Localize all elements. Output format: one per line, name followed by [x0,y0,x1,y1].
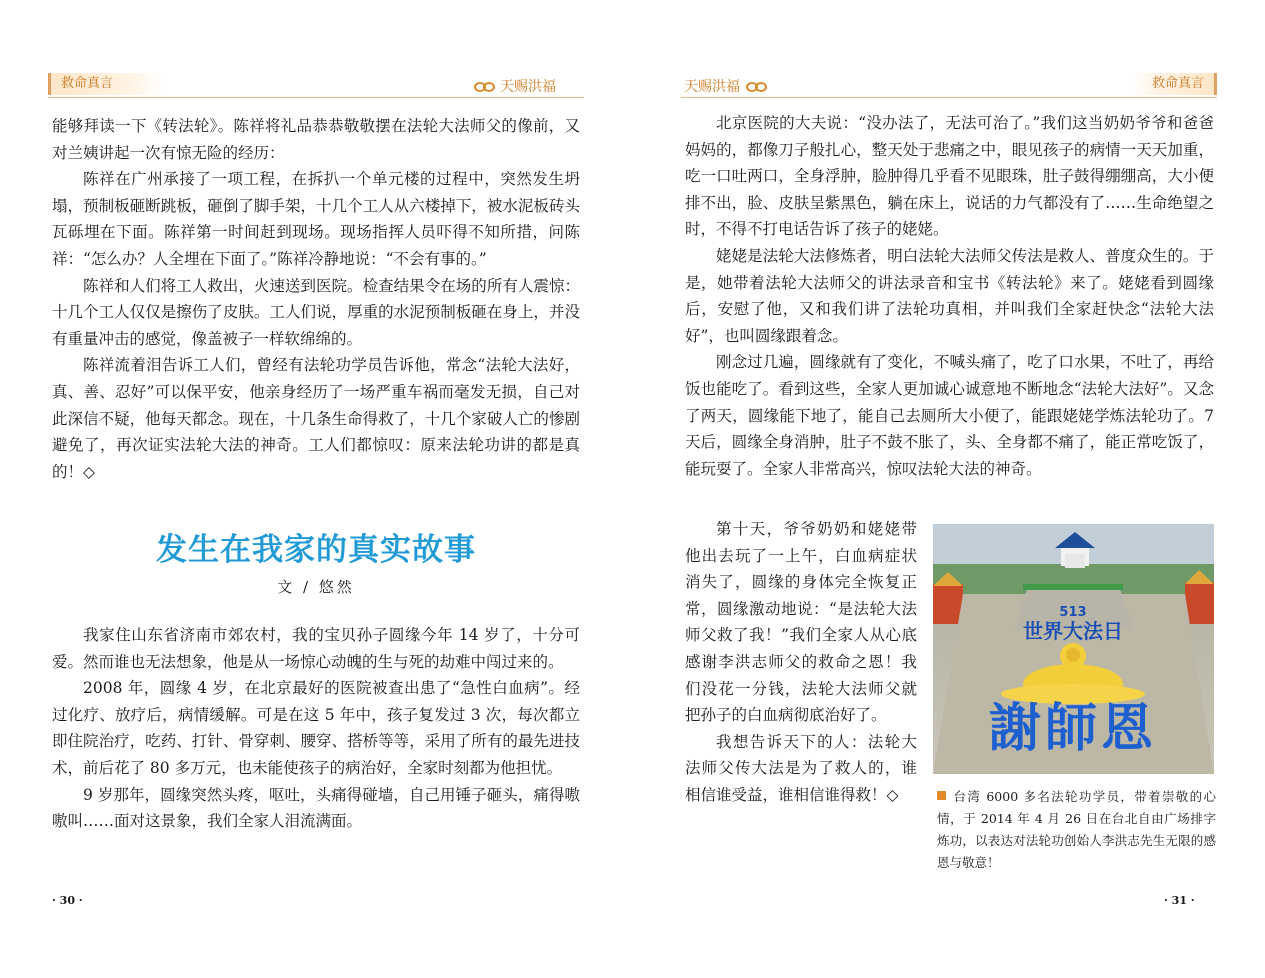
photo-caption [937,786,1216,874]
right-header-label: 救命真言 [1132,73,1217,95]
page-number-31: · 31 · [1164,894,1195,907]
cloud-ornament-icon [745,81,767,91]
paragraph: 北京医院的大夫说：“没办法了，无法可治了。”我们这当奶奶爷爷和爸爸妈妈的，都像刀子般扎心，整天处于悲痛之中，眼见孩子的病情一天天加重，吃一口吐两口，全身浮肿，脸肿得几乎看不见眼珠，肚子鼓得绷绷高，大小便排不出，脸、皮肤呈紫黑色，躺在床上，说话的力气都没有了……生命绝望之时，不得不打电话告诉了孩子的姥姥。 [685,114,1214,239]
paragraph: 陈祥和人们将工人救出，火速送到医院。检查结果令在场的所有人震惊：十几个工人仅仅是擦伤了皮肤。工人们说，厚重的水泥预制板砸在身上，并没有重量冲击的感觉，像盖被子一样软绵绵的。 [52,276,580,348]
paragraph: 能够拜读一下《转法轮》。陈祥将礼品恭恭敬敬摆在法轮大法师父的像前，又对兰姨讲起一次有惊无险的经历： [52,117,580,162]
right-page [633,0,1265,978]
photo-illustration [933,524,1214,774]
left-header-label: 救命真言 [48,73,163,95]
left-brand-text: 天赐洪福 [500,79,556,95]
caption-text: 台湾 6000 多名法轮功学员，带着崇敬的心情，于 2014 年 4 月 26 日在台北自由广场排字炼功，以表达对法轮功创始人李洪志先生无限的感恩与敬意！ [937,789,1216,870]
left-header-rule [48,97,584,98]
photo-big-text: 謝師恩 [988,699,1158,759]
left-top-text [52,113,580,485]
left-article-text [52,622,580,835]
photo-banner-number: 513 [1059,605,1087,620]
paragraph: 我家住山东省济南市郊农村，我的宝贝孙子圆缘今年 14 岁了，十分可爱。然而谁也无法想象，他是从一场惊心动魄的生与死的劫难中闯过来的。 [52,626,580,671]
paragraph: 9 岁那年，圆缘突然头疼，呕吐，头痛得碰墙，自己用锤子砸头，痛得嗷嗷叫……面对这景象，我们全家人泪流满面。 [52,785,580,831]
left-brand [473,76,556,96]
right-header-rule [681,97,1217,98]
paragraph: 陈祥流着泪告诉工人们，曾经有法轮功学员告诉他，常念“法轮大法好，真、善、忍好”可以保平安，他亲身经历了一场严重车祸而毫发无损，自己对此深信不疑，他每天都念。现在，十几条生命得救了，十几个家破人亡的惨剧避免了，再次证实法轮大法的神奇。工人们都惊叹：原来法轮功讲的都是真的！◇ [52,356,580,481]
cloud-ornament-icon [473,81,495,91]
paragraph: 第十天，爷爷奶奶和姥姥带他出去玩了一上午，白血病症状消失了，圆缘的身体完全恢复正常，圆缘激动地说：“是法轮大法师父救了我！”我们全家人从心底感谢李洪志师父的救命之恩！我们没花一分钱，法轮大法师父就把孙子的白血病彻底治好了。 [685,520,917,725]
paragraph: 刚念过几遍，圆缘就有了变化，不喊头痛了，吃了口水果，不吐了，再给饭也能吃了。看到这些，全家人更加诚心诚意地不断地念“法轮大法好”。又念了两天，圆缘能下地了，能自己去厕所大小便了，能跟姥姥学炼法轮功了。7 天后，圆缘全身消肿，肚子不鼓不胀了，头、全身都不痛了，能正常吃饭了，能玩耍了。全家人非常高兴，惊叹法轮大法的神奇。 [685,353,1214,478]
right-narrow-text [685,516,917,809]
paragraph: 我想告诉天下的人：法轮大法师父传大法是为了救人的，谁相信谁受益，谁相信谁得救！◇ [685,732,917,804]
paragraph: 2008 年，圆缘 4 岁，在北京最好的医院被查出患了“急性白血病”。经过化疗、放疗后，病情缓解。可是在这 5 年中，孩子复发过 3 次，每次都立即住院治疗，吃药、打针、骨穿刺、腰穿、搭桥等等，采用了所有的最先进技术，前后花了 80 多万元，也未能使孩子的病治好，全家时刻都为他担忧。 [52,679,580,777]
right-brand-text: 天赐洪福 [684,79,740,95]
page-number-30: · 30 · [52,894,83,907]
photo-banner-text: 世界大法日 [1023,619,1123,643]
photo-falun-dafa-day [933,524,1214,774]
right-brand [684,76,767,96]
article-byline: 文 / 悠然 [277,578,355,596]
caption-bullet-icon [937,791,946,800]
article-title: 发生在我家的真实故事 [156,532,476,568]
left-page [0,0,632,978]
paragraph: 陈祥在广州承接了一项工程，在拆扒一个单元楼的过程中，突然发生坍塌，预制板砸断跳板，砸倒了脚手架，十几个工人从六楼掉下，被水泥板砖头瓦砾埋在下面。陈祥第一时间赶到现场。现场指挥人员吓得不知所措，问陈祥：“怎么办？人全埋在下面了。”陈祥冷静地说：“不会有事的。” [52,170,580,268]
paragraph: 姥姥是法轮大法修炼者，明白法轮大法师父传法是救人、普度众生的。于是，她带着法轮大法师父的讲法录音和宝书《转法轮》来了。姥姥看到圆缘后，安慰了他，又和我们讲了法轮功真相，并叫我们全家赶快念“法轮大法好”，也叫圆缘跟着念。 [685,246,1214,345]
right-top-text [685,110,1214,482]
